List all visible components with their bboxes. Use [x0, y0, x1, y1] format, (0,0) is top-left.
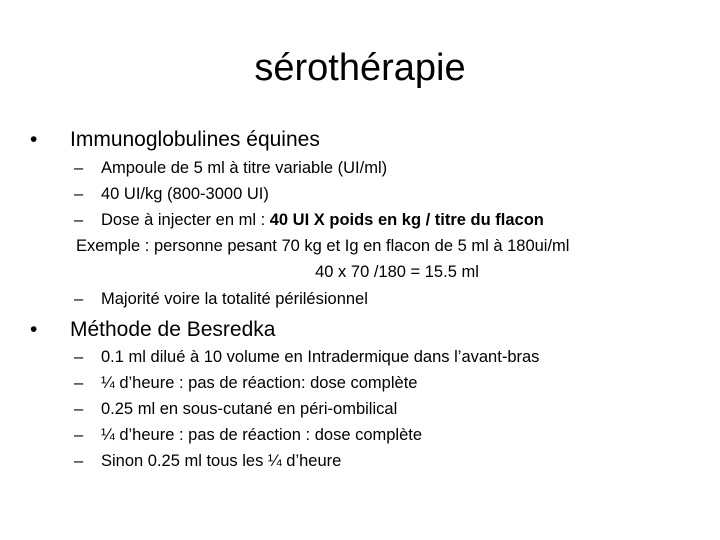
- section-besredka: [30, 317, 275, 343]
- list-item: [74, 183, 269, 205]
- list-item: [74, 288, 368, 310]
- list-item-text: 0.1 ml dilué à 10 volume en Intradermique dans l’avant-bras: [101, 348, 540, 366]
- dose-prefix: Dose à injecter en ml :: [101, 211, 270, 229]
- list-item-text: ¼ d’heure : pas de réaction : dose complète: [101, 426, 423, 444]
- list-item: [74, 424, 422, 446]
- section-heading: Méthode de Besredka: [70, 318, 276, 341]
- example-text: Exemple : personne pesant 70 kg et Ig en flacon de 5 ml à 180ui/ml: [76, 237, 570, 255]
- dash-icon: –: [74, 290, 84, 308]
- dose-formula: 40 UI X poids en kg / titre du flacon: [269, 211, 544, 229]
- list-item: [74, 372, 417, 394]
- list-item: [74, 398, 397, 420]
- list-item-text: Ampoule de 5 ml à titre variable (UI/ml): [101, 159, 388, 177]
- bullet-icon: •: [30, 128, 38, 151]
- section-immunoglobulines: [30, 127, 320, 153]
- dash-icon: –: [74, 374, 84, 392]
- list-item-text: 40 UI/kg (800-3000 UI): [101, 185, 269, 203]
- list-item-text: Majorité voire la totalité périlésionnel: [101, 290, 368, 308]
- dash-icon: –: [74, 185, 84, 203]
- calculation-text: [0, 261, 720, 283]
- section-heading: Immunoglobulines équines: [70, 128, 320, 151]
- dash-icon: –: [74, 400, 84, 418]
- dash-icon: –: [74, 426, 84, 444]
- list-item-text: 0.25 ml en sous-cutané en péri-ombilical: [101, 400, 398, 418]
- list-item-text: Sinon 0.25 ml tous les ¼ d’heure: [101, 452, 342, 470]
- dash-icon: –: [74, 159, 84, 177]
- calculation-value: 40 x 70 /180 = 15.5 ml: [315, 263, 479, 281]
- list-item: [74, 450, 341, 472]
- dash-icon: –: [74, 348, 84, 366]
- bullet-icon: •: [30, 318, 38, 341]
- list-item: [74, 346, 539, 368]
- list-item-text: ¼ d’heure : pas de réaction: dose complète: [101, 374, 418, 392]
- dash-icon: –: [74, 452, 84, 470]
- list-item-dose: [74, 209, 544, 231]
- list-item: [74, 157, 387, 179]
- dash-icon: –: [74, 211, 84, 229]
- slide-title: sérothérapie: [254, 47, 466, 89]
